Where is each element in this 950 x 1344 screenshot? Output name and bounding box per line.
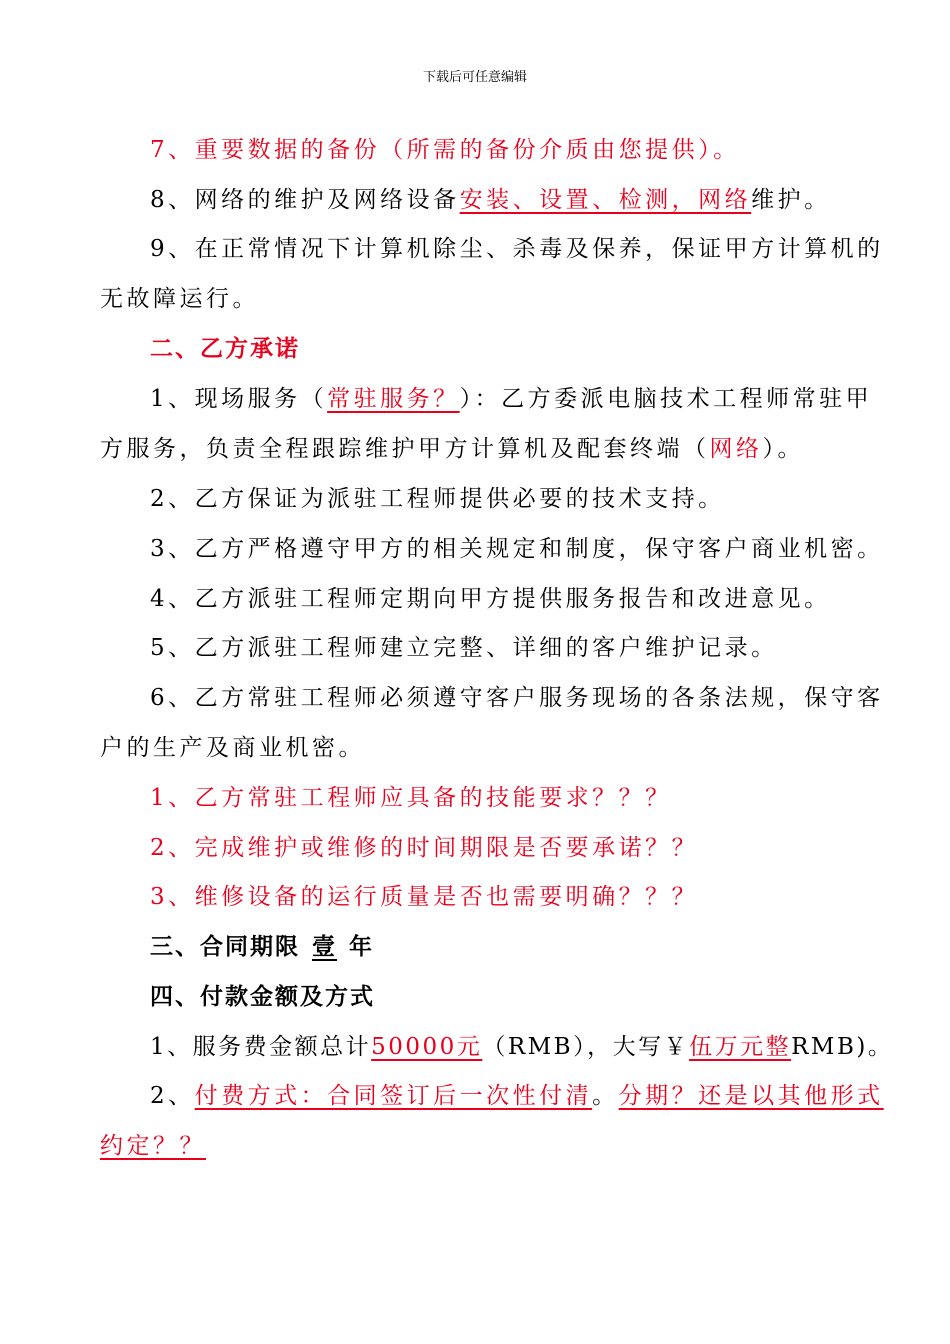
section-3-text-a: 三、合同期限 <box>150 933 300 960</box>
section-3-text-c: 年 <box>349 933 374 960</box>
promise-1-text-d: 方服务，负责全程跟踪维护甲方计算机及配套终端（ <box>100 436 710 462</box>
payment-2-text-c: 。 <box>592 1083 619 1109</box>
item-8-text-c: 维护。 <box>751 187 831 213</box>
item-9-line2: 无故障运行。 <box>100 286 259 312</box>
payment-amount: 50000元 <box>371 1034 483 1060</box>
promise-4: 4、乙方派驻工程师定期向甲方提供服务报告和改进意见。 <box>150 586 831 612</box>
question-3: 3、维修设备的运行质量是否也需要明确？？？ <box>150 884 699 910</box>
payment-2-line2: 约定？？ <box>100 1133 206 1159</box>
item-8 <box>150 185 831 215</box>
question-1: 1、乙方常驻工程师应具备的技能要求？？？ <box>150 785 672 811</box>
payment-2-text-a: 2、 <box>150 1083 195 1109</box>
promise-5: 5、乙方派驻工程师建立完整、详细的客户维护记录。 <box>150 635 778 661</box>
payment-method: 付费方式：合同签订后一次性付清 <box>194 1083 593 1109</box>
question-2: 2、完成维护或维修的时间期限是否要承诺？？ <box>150 835 699 861</box>
promise-2: 2、乙方保证为派驻工程师提供必要的技术支持。 <box>150 486 725 512</box>
payment-1 <box>150 1032 893 1062</box>
promise-1-highlight-2: 网络 <box>709 436 763 462</box>
page-header: 下载后可任意编辑 <box>422 70 527 85</box>
item-7: 7、重要数据的备份（所需的备份介质由您提供）。 <box>150 137 740 163</box>
promise-3: 3、乙方严格遵守甲方的相关规定和制度，保守客户商业机密。 <box>150 536 884 562</box>
payment-1-text-c: （RMB），大写￥ <box>482 1034 690 1060</box>
promise-6-line2: 户的生产及商业机密。 <box>100 735 365 761</box>
promise-1-line1 <box>150 384 872 414</box>
item-9-line1: 9、在正常情况下计算机除尘、杀毒及保养，保证甲方计算机的 <box>150 236 884 262</box>
item-8-highlight: 安装、设置、检测，网络 <box>459 187 752 213</box>
promise-1-text-c: ）：乙方委派电脑技术工程师常驻甲 <box>459 386 873 412</box>
contract-term-value: 壹 <box>312 933 337 960</box>
payment-amount-words: 伍万元整 <box>689 1034 792 1060</box>
payment-question: 分期？还是以其他形式 <box>618 1083 884 1109</box>
payment-2-line1 <box>150 1081 884 1111</box>
section-4-title: 四、付款金额及方式 <box>150 983 375 1010</box>
promise-1-highlight-1: 常驻服务？ <box>327 386 460 412</box>
promise-1-text-a: 1、现场服务（ <box>150 386 328 412</box>
promise-1-line2 <box>100 434 804 464</box>
promise-1-text-f: ）。 <box>762 436 804 462</box>
item-8-text-a: 8、网络的维护及网络设备 <box>150 187 460 213</box>
payment-1-text-e: RMB)。 <box>791 1034 894 1060</box>
section-2-title: 二、乙方承诺 <box>150 335 300 362</box>
payment-1-text-a: 1、服务费金额总计 <box>150 1034 372 1060</box>
section-3-title <box>150 932 374 962</box>
promise-6-line1: 6、乙方常驻工程师必须遵守客户服务现场的各条法规，保守客 <box>150 685 884 711</box>
